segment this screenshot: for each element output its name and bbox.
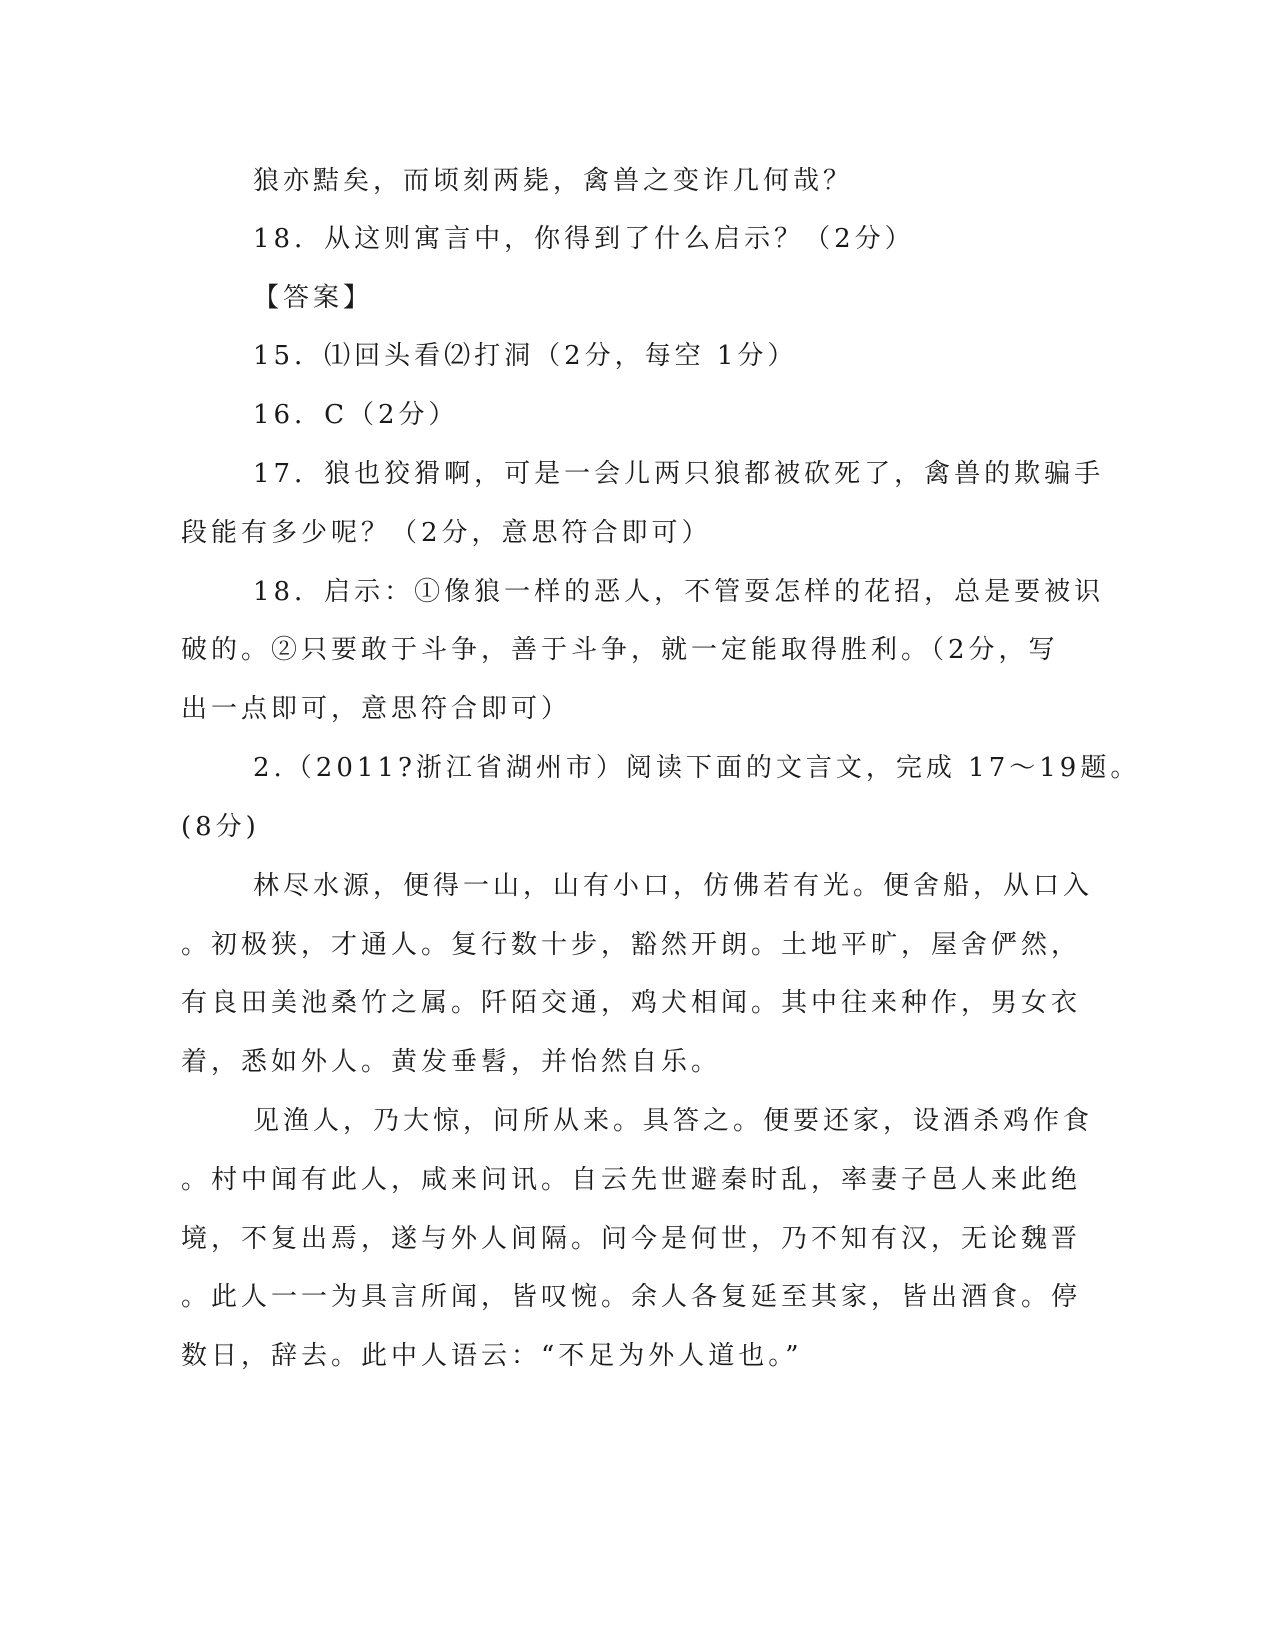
answer-line: 段能有多少呢？（2分，意思符合即可） <box>181 518 712 548</box>
answer-heading: 【答案】 <box>253 283 374 313</box>
text-line: 狼亦黠矣，而顷刻两毙，禽兽之变诈几何哉？ <box>253 166 854 196</box>
section-heading: 2.（2011?浙江省湖州市）阅读下面的文言文，完成 17～19题。 <box>253 753 1141 783</box>
passage-line: 。初极狭，才通人。复行数十步，豁然开朗。土地平旷，屋舍俨然， <box>181 930 1082 960</box>
passage-line: 林尽水源，便得一山，山有小口，仿佛若有光。便舍船，从口入 <box>253 871 1094 901</box>
answer-line: 17．狼也狡猾啊，可是一会儿两只狼都被砍死了，禽兽的欺骗手 <box>253 459 1105 489</box>
passage-line: 。此人一一为具言所闻，皆叹惋。余人各复延至其家，皆出酒食。停 <box>181 1282 1082 1312</box>
passage-line: 见渔人，乃大惊，问所从来。具答之。便要还家，设酒杀鸡作食 <box>253 1106 1094 1136</box>
answer-line: 破的。②只要敢于斗争，善于斗争，就一定能取得胜利。（2分，写 <box>181 635 1059 665</box>
question-line: 18．从这则寓言中，你得到了什么启示？（2分） <box>253 224 915 254</box>
section-heading: (8分) <box>181 812 260 842</box>
answer-line: 16．C（2分） <box>253 400 459 430</box>
answer-line: 出一点即可，意思符合即可） <box>181 694 572 724</box>
passage-line: 数日，辞去。此中人语云：“不足为外人道也。” <box>181 1341 803 1371</box>
answer-line: 18．启示：①像狼一样的恶人，不管耍怎样的花招，总是要被识 <box>253 577 1105 607</box>
passage-line: 着，悉如外人。黄发垂髫，并怡然自乐。 <box>181 1047 722 1077</box>
passage-line: 有良田美池桑竹之属。阡陌交通，鸡犬相闻。其中往来种作，男女衣 <box>181 988 1082 1018</box>
answer-line: 15．⑴回头看⑵打洞（2分，每空 1分） <box>253 341 798 371</box>
passage-line: 。村中闻有此人，咸来问讯。自云先世避秦时乱，率妻子邑人来此绝 <box>181 1165 1082 1195</box>
passage-line: 境，不复出焉，遂与外人间隔。问今是何世，乃不知有汉，无论魏晋 <box>181 1224 1082 1254</box>
